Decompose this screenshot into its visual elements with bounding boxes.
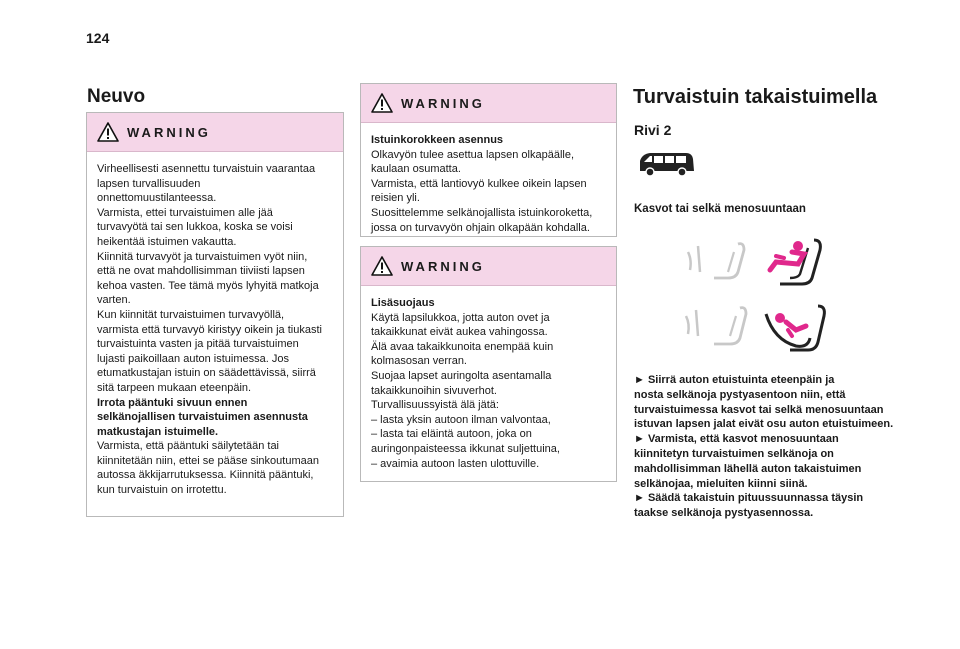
text-line: kiinnitetään niin, ettei se pääse sinkoutumaan	[97, 454, 319, 467]
instructions-text	[634, 373, 924, 521]
text-line: turvaistuinta vasten ja pitää turvaistuimen	[97, 338, 299, 351]
warning-header	[87, 113, 343, 152]
text-line: varmista että turvavyö kiristyy oikein ja tiukasti	[97, 323, 322, 336]
text-line: Lisäsuojaus	[371, 297, 435, 309]
text-line: Virheellisesti asennettu turvaistuin vaarantaa	[97, 163, 316, 175]
text-line: nosta selkänoja pystyasentoon niin, että	[634, 388, 846, 401]
warning-title: WARNING	[401, 258, 485, 274]
text-line: jossa on turvavyön ohjain olkapään kohdalla.	[371, 221, 590, 234]
text-line: Kiinnitä turvavyöt ja turvaistuimen vyöt niin,	[97, 250, 308, 263]
warning-text	[361, 286, 616, 471]
subheading-orientation: Kasvot tai selkä menosuuntaan	[634, 203, 806, 215]
warning-box-left	[86, 112, 344, 517]
text-line: kolmasosan verran.	[371, 355, 467, 368]
text-line: reisien yli.	[371, 192, 420, 205]
text-line: ► Varmista, että kasvot menosuuntaan	[634, 433, 839, 446]
text-line: Olkavyön tulee asettua lapsen olkapäälle,	[371, 148, 575, 161]
text-line: matkustajan istuimelle.	[97, 425, 219, 438]
text-line: lujasti paikoillaan auton istuimessa. Jos	[97, 352, 289, 365]
text-line: autossa äkkijarrutuksessa. Kiinnitä pääntuki,	[97, 469, 314, 482]
text-line: – lasta yksin autoon ilman valvontaa,	[371, 413, 551, 426]
text-line: Kun kiinnität turvaistuimen turvavyöllä,	[97, 308, 285, 321]
text-line: takaikkunat eivät aukea vahingossa.	[371, 326, 548, 339]
row-label: Rivi 2	[634, 122, 672, 138]
text-line: mahdollisimman lähellä auton takaistuimen	[634, 462, 862, 475]
text-line: Varmista, että lantiovyö kulkee oikein lapsen	[371, 177, 587, 190]
text-line: turvavyötä tai sen lukkoa, koska se voisi	[97, 221, 293, 234]
text-line: Käytä lapsilukkoa, jotta auton ovet ja	[371, 311, 550, 324]
text-line: taakse selkänoja pystyasennossa.	[634, 507, 814, 520]
section-heading-neuvo: Neuvo	[87, 86, 146, 107]
text-line: etumatkustajan istuin on säädettävissä, siirrä	[97, 367, 316, 380]
warning-box-middle-1	[360, 83, 617, 237]
text-line: – lasta tai eläintä autoon, joka on	[371, 428, 532, 441]
text-line: – avaimia autoon lasten ulottuville.	[371, 457, 540, 470]
warning-title: WARNING	[401, 95, 485, 111]
text-line: ► Säädä takaistuin pituussuunnassa täysin	[634, 492, 864, 505]
child-seat-rearward-icon	[680, 300, 830, 360]
text-line: kehoa vasten. Tee tämä myös lyhyitä matkoja	[97, 279, 319, 292]
warning-header	[361, 84, 616, 123]
text-line: varten.	[97, 294, 131, 307]
text-line: Turvallisuussyistä älä jätä:	[371, 399, 499, 412]
warning-text	[361, 123, 616, 235]
warning-header	[361, 247, 616, 286]
text-line: Älä avaa takaikkunoita enempää kuin	[371, 340, 554, 353]
warning-box-middle-2	[360, 246, 617, 482]
text-line: Varmista, että pääntuki säilytetään tai	[97, 440, 280, 453]
text-line: turvaistuimessa kasvot tai selkä menosuuntaan	[634, 403, 884, 416]
child-seat-forward-icon	[680, 232, 830, 292]
text-line: että ne ovat mahdollisimman tiiviisti lapsen	[97, 265, 305, 278]
warning-text	[87, 152, 343, 498]
text-line: selkänojaa, mieluiten kiinni siinä.	[634, 477, 808, 490]
text-line: takaikkunoihin sivuverhot.	[371, 384, 497, 397]
text-line: Irrota pääntuki sivuun ennen	[97, 396, 248, 409]
text-line: ► Siirrä auton etuistuinta eteenpäin ja	[634, 374, 835, 386]
text-line: istuvan lapsen jalat eivät osu auton etuistuimeen.	[634, 418, 894, 431]
warning-title: WARNING	[127, 124, 211, 140]
text-line: Istuinkorokkeen asennus	[371, 134, 504, 146]
text-line: kun turvaistuin on irrotettu.	[97, 484, 227, 497]
warning-triangle-icon	[371, 93, 393, 113]
van-icon	[634, 149, 696, 179]
text-line: lapsen turvallisuuden	[97, 177, 201, 190]
warning-triangle-icon	[371, 256, 393, 276]
text-line: Varmista, ettei turvaistuimen alle jää	[97, 206, 273, 219]
text-line: sitä tarpeen mukaan eteenpäin.	[97, 381, 252, 394]
page-number: 124	[86, 30, 110, 46]
text-line: kaulaan osumatta.	[371, 163, 461, 176]
text-line: Suosittelemme selkänojallista istuinkoroketta,	[371, 206, 593, 219]
warning-triangle-icon	[97, 122, 119, 142]
text-line: auringonpaisteessa ikkunat suljettuina,	[371, 442, 560, 455]
section-heading-turvaistuin: Turvaistuin takaistuimella	[633, 86, 878, 108]
text-line: selkänojallisen turvaistuimen asennusta	[97, 411, 308, 424]
text-line: heikentää istuimen vakautta.	[97, 235, 237, 248]
text-line: onnettomuustilanteessa.	[97, 192, 217, 205]
text-line: kiinnitetyn turvaistuimen selkänoja on	[634, 447, 834, 460]
text-line: Suojaa lapset auringolta asentamalla	[371, 369, 552, 382]
